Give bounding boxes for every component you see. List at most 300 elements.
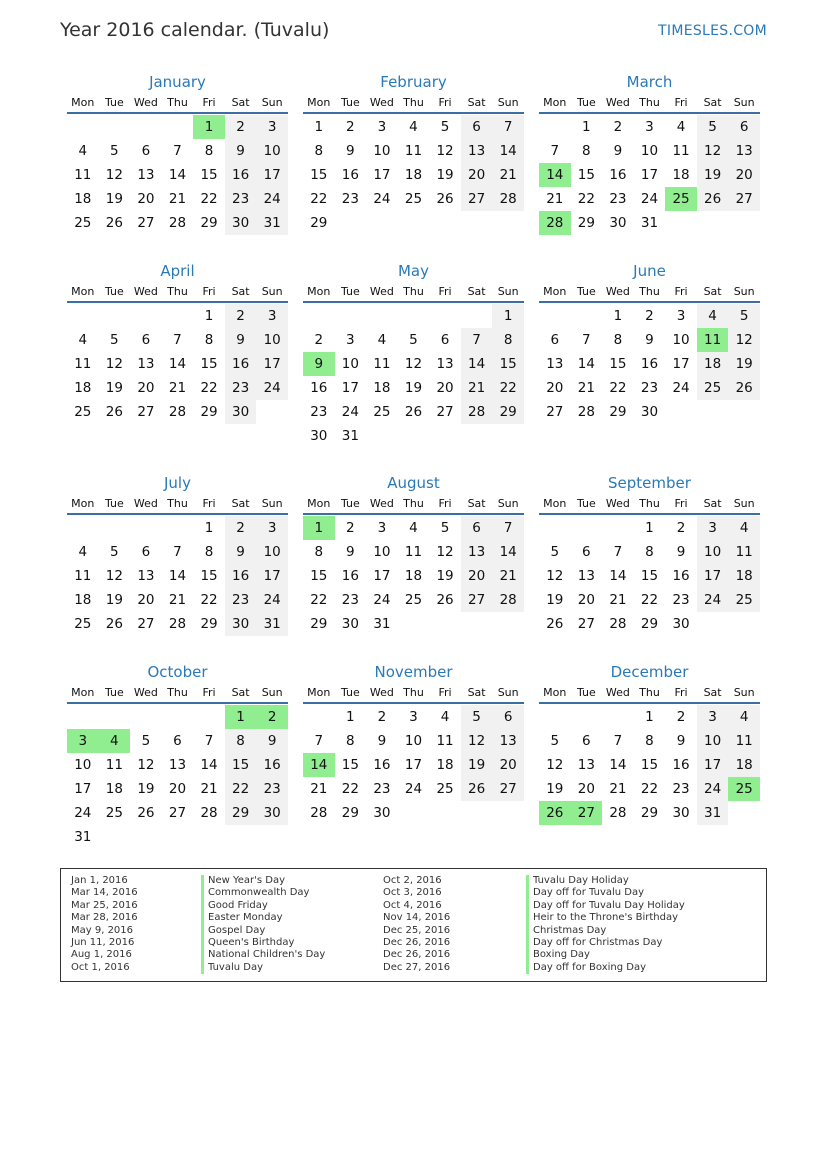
day-cell: 1	[645, 520, 654, 536]
day-cell: 5	[141, 733, 151, 749]
day-cell: 8	[204, 332, 214, 348]
day-grid	[67, 516, 288, 636]
holiday-name: Christmas Day	[526, 925, 685, 937]
weekday-label: Sat	[703, 497, 722, 510]
day-cell: 13	[546, 356, 564, 372]
day-cell: 25	[404, 191, 423, 207]
day-cell: 2	[346, 119, 355, 135]
weekday-label: Sun	[261, 285, 283, 298]
day-cell: 5	[550, 733, 560, 749]
day-cell: 12	[546, 568, 564, 584]
day-cell: 20	[168, 781, 187, 797]
day-cell: 21	[492, 163, 524, 187]
day-cell: 26	[137, 805, 155, 821]
day-cell: 27	[137, 404, 155, 420]
day-cell: 16	[672, 757, 690, 773]
day-cell: 13	[461, 540, 493, 564]
day-cell: 28	[168, 215, 187, 231]
day-cell: 26	[105, 215, 123, 231]
day-cell: 23	[310, 404, 328, 420]
day-grid	[303, 705, 524, 825]
day-cell: 17	[74, 781, 92, 797]
day-cell: 22	[200, 380, 218, 396]
holiday-name: Tuvalu Day Holiday	[526, 875, 685, 887]
holiday-dates-col-1	[71, 875, 138, 974]
weekday-label: Sat	[467, 686, 486, 699]
day-cell: 23	[373, 781, 391, 797]
day-cell: 24	[256, 376, 288, 400]
day-empty	[99, 516, 131, 540]
weekday-label: Sat	[231, 96, 250, 109]
weekday-label: Tue	[104, 497, 124, 510]
day-cell: 21	[609, 781, 627, 797]
day-empty	[162, 516, 194, 540]
day-cell: 7	[173, 143, 182, 159]
day-cell: 6	[141, 544, 151, 560]
day-cell: 19	[137, 781, 155, 797]
day-grid	[539, 304, 760, 424]
weekday-label: Sat	[231, 686, 250, 699]
weekday-label: Thu	[403, 686, 424, 699]
holiday-date: Oct 1, 2016	[71, 961, 130, 973]
day-cell: 5	[110, 544, 119, 560]
day-empty	[571, 705, 603, 729]
month-december	[539, 661, 760, 825]
day-cell: 22	[310, 191, 328, 207]
day-cell: 25	[436, 781, 454, 797]
weekday-label: Tue	[576, 96, 596, 109]
weekday-label: Sat	[467, 285, 486, 298]
day-cell: 26	[436, 592, 454, 608]
brand-link[interactable]: TIMESLES.COM	[658, 23, 767, 39]
weekday-label: Tue	[340, 497, 360, 510]
weekday-label: Thu	[639, 96, 660, 109]
holiday-date: Oct 3, 2016	[383, 887, 442, 899]
day-cell: 30	[225, 400, 257, 424]
day-cell: 14	[461, 352, 493, 376]
day-cell: 13	[137, 356, 155, 372]
holiday-date: Jan 1, 2016	[71, 875, 128, 886]
day-cell: 9	[346, 143, 355, 159]
day-cell: 9	[225, 139, 257, 163]
day-empty	[99, 705, 131, 729]
day-cell: 31	[341, 428, 359, 444]
day-cell: 4	[728, 705, 760, 729]
day-empty	[193, 705, 225, 729]
day-cell: 20	[461, 564, 493, 588]
weekday-label: Wed	[369, 96, 394, 109]
day-cell: 11	[404, 544, 423, 560]
day-cell: 29	[492, 400, 524, 424]
day-cell: 9	[377, 733, 387, 749]
day-cell: 21	[200, 781, 218, 797]
holiday-name: Commonwealth Day	[201, 887, 325, 899]
day-cell: 4	[78, 143, 88, 159]
day-cell: 10	[672, 332, 690, 348]
holiday-date: May 9, 2016	[71, 924, 134, 936]
day-empty	[130, 304, 162, 328]
day-cell: 7	[492, 115, 524, 139]
day-cell: 2	[346, 520, 355, 536]
day-cell: 19	[105, 191, 123, 207]
day-cell: 2	[314, 332, 324, 348]
holiday-date: Mar 14, 2016	[71, 887, 138, 899]
day-empty	[335, 304, 367, 328]
day-cell: 16	[341, 167, 359, 183]
day-empty	[67, 516, 99, 540]
day-cell: 12	[436, 544, 454, 560]
day-cell: 24	[373, 191, 391, 207]
day-cell: 3	[346, 332, 355, 348]
day-grid	[67, 115, 288, 235]
day-cell: 18	[697, 352, 729, 376]
weekday-label: Sun	[497, 285, 519, 298]
weekday-label: Sat	[703, 285, 722, 298]
day-empty	[539, 516, 571, 540]
day-cell: 1	[492, 304, 524, 328]
holiday-name: Day off for Tuvalu Day Holiday	[526, 900, 685, 912]
day-cell: 3	[256, 516, 288, 540]
month-name: January	[149, 73, 206, 91]
day-empty	[303, 304, 335, 328]
day-cell: 18	[672, 167, 690, 183]
day-cell: 27	[137, 616, 155, 632]
day-cell: 10	[697, 540, 729, 564]
weekday-label: Mon	[307, 686, 331, 699]
day-cell: 19	[105, 380, 123, 396]
weekday-label: Sun	[733, 96, 755, 109]
month-january	[67, 71, 288, 235]
day-grid	[67, 304, 288, 424]
day-cell: 4	[409, 520, 418, 536]
weekday-label: Fri	[674, 96, 688, 109]
weekday-header	[539, 683, 760, 704]
day-cell: 28	[168, 404, 187, 420]
day-cell: 13	[577, 757, 595, 773]
day-cell: 23	[640, 380, 659, 396]
weekday-label: Fri	[202, 686, 216, 699]
day-cell-holiday: 1	[193, 115, 225, 139]
day-cell: 11	[728, 729, 760, 753]
day-cell: 30	[672, 805, 690, 821]
day-cell: 12	[697, 139, 729, 163]
day-cell: 5	[110, 332, 119, 348]
day-cell: 27	[461, 187, 493, 211]
day-cell: 28	[577, 404, 595, 420]
weekday-label: Sun	[497, 686, 519, 699]
day-cell: 20	[461, 163, 493, 187]
day-cell: 16	[609, 167, 627, 183]
day-cell: 22	[225, 777, 257, 801]
page-title: Year 2016 calendar. (Tuvalu)	[60, 19, 330, 41]
weekday-label: Fri	[438, 497, 452, 510]
day-cell-holiday: 2	[256, 705, 288, 729]
day-cell: 12	[728, 328, 760, 352]
day-cell: 27	[492, 777, 524, 801]
day-cell: 23	[256, 777, 288, 801]
day-cell: 25	[74, 215, 92, 231]
day-cell: 13	[728, 139, 760, 163]
day-cell: 19	[436, 568, 454, 584]
day-cell: 3	[256, 304, 288, 328]
day-cell: 2	[613, 119, 623, 135]
day-cell: 8	[346, 733, 355, 749]
day-cell: 18	[74, 592, 92, 608]
day-cell: 5	[550, 544, 560, 560]
month-name: February	[380, 73, 447, 91]
day-cell: 21	[492, 564, 524, 588]
weekday-header	[67, 494, 288, 515]
day-cell: 22	[341, 781, 359, 797]
day-cell: 10	[640, 143, 659, 159]
weekday-label: Tue	[104, 686, 124, 699]
day-cell: 25	[728, 588, 760, 612]
day-cell: 15	[200, 568, 218, 584]
day-cell: 10	[74, 757, 92, 773]
day-cell: 14	[492, 540, 524, 564]
day-cell: 28	[200, 805, 218, 821]
month-name: October	[147, 663, 208, 681]
weekday-label: Sat	[703, 96, 722, 109]
day-cell: 26	[105, 616, 123, 632]
weekday-label: Tue	[104, 96, 124, 109]
day-cell: 7	[314, 733, 324, 749]
day-cell: 10	[373, 143, 391, 159]
day-cell: 2	[225, 516, 257, 540]
day-cell: 16	[373, 757, 391, 773]
weekday-label: Mon	[71, 686, 95, 699]
day-empty	[130, 516, 162, 540]
day-cell: 11	[105, 757, 123, 773]
day-cell: 26	[105, 404, 123, 420]
month-june	[539, 260, 760, 424]
holiday-name: Boxing Day	[526, 949, 685, 961]
weekday-label: Sun	[261, 497, 283, 510]
day-cell: 11	[74, 568, 92, 584]
weekday-label: Sat	[467, 497, 486, 510]
day-cell: 14	[168, 167, 187, 183]
day-cell: 15	[225, 753, 257, 777]
day-cell: 13	[577, 568, 595, 584]
day-cell: 15	[200, 356, 218, 372]
day-cell: 7	[613, 544, 623, 560]
weekday-label: Sat	[231, 497, 250, 510]
day-cell: 21	[609, 592, 627, 608]
day-cell: 11	[728, 540, 760, 564]
day-cell: 15	[341, 757, 359, 773]
day-cell: 14	[168, 356, 187, 372]
day-cell: 30	[373, 805, 391, 821]
day-cell: 19	[546, 592, 564, 608]
day-cell: 2	[225, 304, 257, 328]
day-cell: 23	[672, 781, 690, 797]
day-cell: 24	[672, 380, 690, 396]
day-cell: 2	[676, 520, 686, 536]
day-cell-holiday: 27	[571, 801, 603, 825]
day-cell-holiday: 25	[728, 777, 760, 801]
day-cell: 7	[550, 143, 560, 159]
day-cell-holiday: 25	[665, 187, 697, 211]
day-cell: 3	[676, 308, 686, 324]
day-cell: 26	[404, 404, 423, 420]
day-cell: 25	[74, 616, 92, 632]
weekday-label: Sat	[231, 285, 250, 298]
day-cell: 9	[676, 544, 686, 560]
day-cell: 24	[256, 187, 288, 211]
day-cell: 6	[141, 332, 151, 348]
day-cell: 18	[436, 757, 454, 773]
day-cell: 24	[697, 777, 729, 801]
day-cell: 26	[728, 376, 760, 400]
day-cell: 31	[256, 612, 288, 636]
day-cell: 10	[404, 733, 423, 749]
day-cell: 22	[310, 592, 328, 608]
day-grid	[539, 705, 760, 825]
weekday-header	[67, 683, 288, 704]
day-cell: 13	[137, 167, 155, 183]
day-cell: 17	[256, 352, 288, 376]
day-cell: 7	[613, 733, 623, 749]
day-cell: 18	[74, 191, 92, 207]
month-name: April	[160, 262, 195, 280]
day-cell: 3	[645, 119, 654, 135]
day-cell: 29	[341, 805, 359, 821]
day-empty	[162, 115, 194, 139]
day-cell: 15	[200, 167, 218, 183]
month-name: December	[610, 663, 689, 681]
day-cell: 2	[377, 709, 387, 725]
weekday-header	[303, 494, 524, 515]
day-grid	[303, 516, 524, 636]
day-cell: 2	[225, 115, 257, 139]
day-cell: 6	[440, 332, 450, 348]
day-cell: 3	[377, 119, 387, 135]
day-cell: 31	[373, 616, 391, 632]
day-cell: 9	[225, 540, 257, 564]
day-cell: 15	[310, 167, 328, 183]
weekday-header	[67, 282, 288, 303]
day-cell: 5	[728, 304, 760, 328]
day-cell: 16	[225, 564, 257, 588]
day-cell: 30	[225, 612, 257, 636]
day-cell: 17	[256, 163, 288, 187]
day-cell: 21	[577, 380, 595, 396]
day-cell: 13	[137, 568, 155, 584]
day-cell: 22	[640, 592, 659, 608]
day-cell: 21	[546, 191, 564, 207]
day-cell: 1	[582, 119, 591, 135]
holiday-date: Oct 4, 2016	[383, 899, 442, 911]
day-cell: 7	[204, 733, 214, 749]
day-cell: 16	[225, 352, 257, 376]
day-grid	[539, 516, 760, 636]
month-november	[303, 661, 524, 825]
day-empty	[130, 115, 162, 139]
day-cell: 4	[728, 516, 760, 540]
weekday-label: Mon	[543, 285, 567, 298]
day-grid	[303, 115, 524, 235]
day-cell: 6	[550, 332, 560, 348]
day-cell-holiday: 4	[99, 729, 131, 753]
day-cell-holiday: 1	[225, 705, 257, 729]
weekday-label: Thu	[167, 285, 188, 298]
day-cell: 30	[225, 211, 257, 235]
weekday-label: Fri	[438, 285, 452, 298]
day-cell: 17	[256, 564, 288, 588]
weekday-label: Thu	[167, 686, 188, 699]
weekday-label: Sun	[733, 285, 755, 298]
holiday-name: Day off for Christmas Day	[526, 937, 685, 949]
day-cell: 25	[697, 376, 729, 400]
day-cell: 24	[256, 588, 288, 612]
holiday-date: Jun 11, 2016	[71, 936, 135, 948]
day-cell: 28	[609, 616, 627, 632]
day-cell: 12	[105, 167, 123, 183]
day-empty	[539, 304, 571, 328]
day-cell: 17	[697, 753, 729, 777]
day-cell: 31	[74, 829, 92, 845]
holiday-name: Queen's Birthday	[201, 937, 325, 949]
day-cell: 9	[256, 729, 288, 753]
day-cell: 12	[461, 729, 493, 753]
day-cell: 27	[546, 404, 564, 420]
day-cell: 21	[168, 592, 187, 608]
weekday-label: Wed	[605, 96, 630, 109]
day-empty	[539, 115, 571, 139]
weekday-label: Mon	[307, 285, 331, 298]
day-cell: 21	[461, 376, 493, 400]
weekday-label: Fri	[438, 686, 452, 699]
day-cell: 5	[110, 143, 119, 159]
day-cell: 28	[168, 616, 187, 632]
weekday-header	[67, 93, 288, 114]
day-cell: 13	[436, 356, 454, 372]
day-cell: 8	[314, 544, 324, 560]
holiday-names-col-1	[201, 875, 325, 974]
day-cell: 2	[645, 308, 654, 324]
day-cell: 16	[341, 568, 359, 584]
day-cell: 10	[697, 729, 729, 753]
weekday-label: Thu	[639, 285, 660, 298]
day-cell: 30	[256, 801, 288, 825]
day-cell: 9	[346, 544, 355, 560]
day-cell: 10	[256, 328, 288, 352]
weekday-label: Thu	[167, 497, 188, 510]
day-cell: 20	[577, 592, 595, 608]
day-cell: 19	[546, 781, 564, 797]
day-cell: 20	[577, 781, 595, 797]
month-name: August	[387, 474, 440, 492]
day-cell: 18	[74, 380, 92, 396]
day-cell: 3	[697, 705, 729, 729]
day-empty	[602, 705, 634, 729]
day-cell: 17	[373, 568, 391, 584]
day-cell: 23	[609, 191, 627, 207]
day-cell-holiday: 14	[539, 163, 571, 187]
day-cell: 24	[341, 404, 359, 420]
day-grid	[67, 705, 288, 849]
weekday-label: Thu	[639, 497, 660, 510]
day-cell: 14	[168, 568, 187, 584]
day-cell: 12	[105, 568, 123, 584]
day-cell: 12	[436, 143, 454, 159]
weekday-label: Tue	[576, 497, 596, 510]
month-name: May	[397, 262, 429, 280]
holiday-name: Day off for Boxing Day	[526, 962, 685, 974]
day-cell: 25	[74, 404, 92, 420]
month-october	[67, 661, 288, 849]
day-cell: 21	[168, 380, 187, 396]
